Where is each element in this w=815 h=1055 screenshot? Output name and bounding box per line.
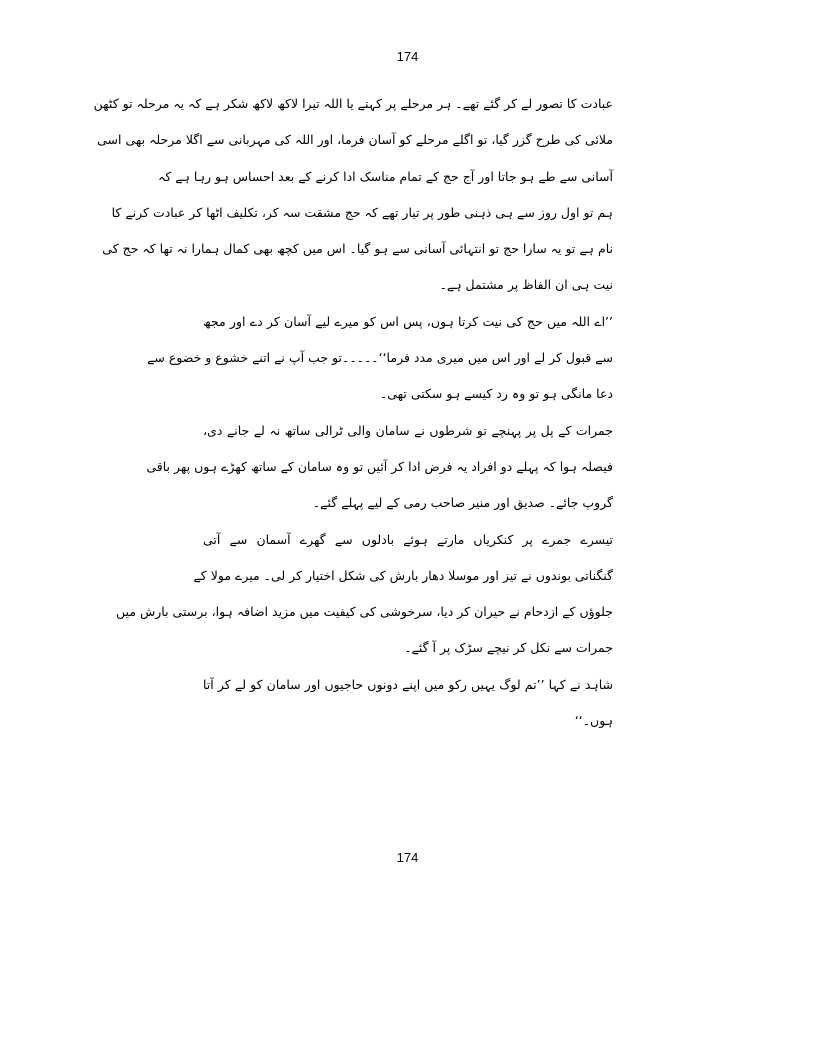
text-line: جمرات سے نکل کر نیچے سڑک پر آ گئے۔ (404, 640, 613, 656)
text-line: گروپ جائے۔ صدیق اور منیر صاحب رمی کے لیے پہلے گئے۔ (312, 495, 613, 511)
text-line: تیسرے جمرے پر کنکریاں مارتے ہوئے بادلوں سے گھرے آسمان سے آتی (203, 531, 613, 547)
page-number-footer: 174 (396, 850, 419, 865)
text-line: آسانی سے طے ہو جاتا اور آج حج کے تمام مناسک ادا کرنے کے بعد احساس ہو رہا ہے کہ (158, 168, 613, 184)
text-line: گنگناتی بوندوں نے تیز اور موسلا دھار بارش کی شکل اختیار کر لی۔ میرے مولا کے (193, 567, 613, 583)
text-line: دعا مانگی ہو تو وہ رد کیسے ہو سکتی تھی۔ (379, 386, 613, 402)
text-line: شاہد نے کہا ’’تم لوگ یہیں رکو میں اپنے دونوں حاجیوں اور سامان کو لے کر آتا (203, 676, 613, 692)
text-line: جلوؤں کے ازدحام نے حیران کر دیا، سرخوشی کی کیفیت میں مزید اضافہ ہوا، برستی بارش میں (116, 604, 613, 620)
text-line: فیصلہ ہوا کہ پہلے دو افراد یہ فرض ادا کر آئیں تو وہ سامان کے ساتھ کھڑے ہوں پھر باقی (146, 458, 613, 474)
body-text (93, 86, 613, 739)
text-line: سے قبول کر لے اور اس میں میری مدد فرما‘‘۔۔۔۔۔تو جب آپ نے اتنے خشوع و خضوع سے (147, 350, 613, 366)
text-line: جمرات کے پل پر پہنچے تو شرطوں نے سامان والی ٹرالی ساتھ نہ لے جانے دی، (203, 422, 613, 438)
text-line: نیت ہی ان الفاظ پر مشتمل ہے۔ (439, 277, 613, 293)
text-line: ’’اے اللہ میں حج کی نیت کرتا ہوں، پس اس کو میرے لیے آسان کر دے اور مجھ (203, 313, 613, 329)
text-line: ہوں۔‘‘ (574, 713, 613, 729)
text-line: ملائی کی طرح گزر گیا، تو اگلے مرحلے کو آسان فرما، اور اللہ کی مہربانی سے اگلا مرحلہ بھی اسی (97, 132, 613, 148)
text-line: عبادت کا تصور لے کر گئے تھے۔ ہر مرحلے پر کہتے یا اللہ تیرا لاکھ لاکھ شکر ہے کہ یہ مرحلہ تو کٹھن (93, 96, 613, 111)
text-line: نام ہے تو یہ سارا حج تو انتہائی آسانی سے ہو گیا۔ اس میں کچھ بھی کمال ہمارا نہ تھا کہ حج کی (102, 241, 613, 257)
text-line: ہم تو اول روز سے ہی ذہنی طور پر تیار تھے کہ حج مشقت سہ کر، تکلیف اٹھا کر عبادت کرنے کا (111, 204, 613, 220)
page-number-header: 174 (396, 49, 419, 64)
